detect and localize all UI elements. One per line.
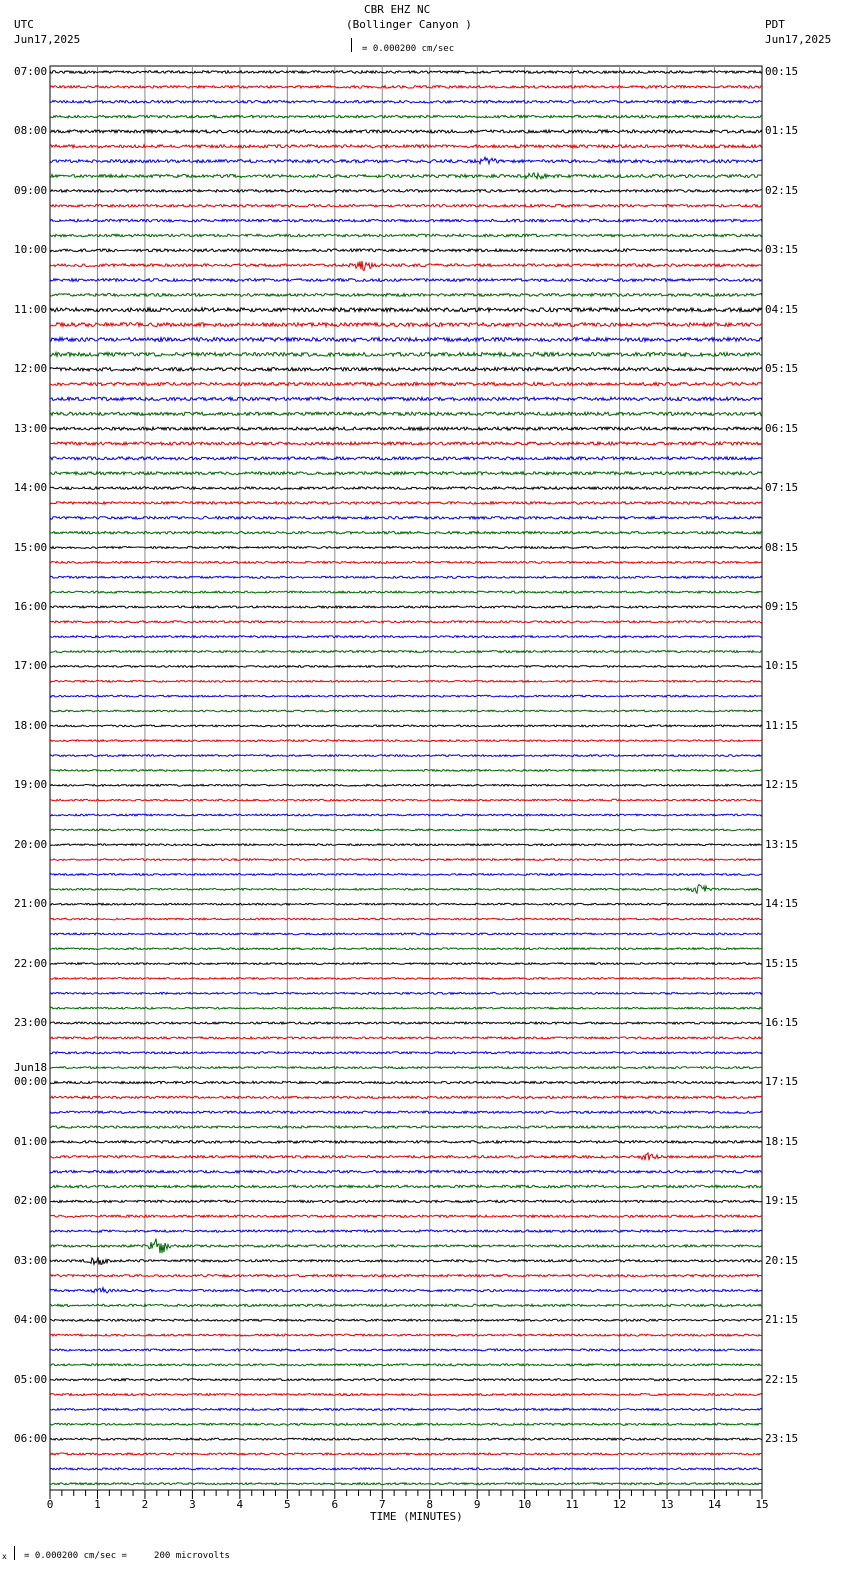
trace-83 bbox=[50, 1304, 762, 1306]
trace-61 bbox=[50, 978, 762, 980]
trace-29 bbox=[50, 502, 762, 505]
trace-55 bbox=[50, 885, 762, 894]
trace-57 bbox=[50, 918, 762, 920]
left-date: Jun17,2025 bbox=[14, 33, 81, 46]
x-tick-label: 0 bbox=[46, 1498, 54, 1511]
trace-7 bbox=[50, 173, 762, 179]
utc-hour-label: 02:00 bbox=[14, 1194, 48, 1208]
trace-39 bbox=[50, 651, 762, 653]
trace-12 bbox=[50, 249, 762, 252]
utc-hour-label: 16:00 bbox=[14, 599, 48, 613]
x-tick-label: 1 bbox=[94, 1498, 101, 1511]
x-tick-label: 11 bbox=[565, 1498, 579, 1511]
trace-43 bbox=[50, 710, 762, 712]
x-tick-label: 14 bbox=[707, 1498, 722, 1511]
trace-47 bbox=[50, 770, 762, 772]
pdt-hour-label: 19:15 bbox=[765, 1194, 799, 1208]
footer-scale-bar-icon bbox=[14, 1546, 15, 1560]
trace-50 bbox=[50, 814, 762, 816]
trace-33 bbox=[50, 561, 762, 563]
trace-27 bbox=[50, 472, 762, 475]
x-axis-label: TIME (MINUTES) bbox=[370, 1510, 463, 1523]
pdt-hour-label: 22:15 bbox=[765, 1372, 799, 1386]
pdt-hour-label: 20:15 bbox=[765, 1253, 799, 1267]
pdt-hour-label: 02:15 bbox=[765, 183, 799, 197]
utc-hour-label: 13:00 bbox=[14, 421, 48, 435]
trace-3 bbox=[50, 115, 762, 118]
pdt-hour-label: 00:15 bbox=[765, 65, 799, 78]
trace-5 bbox=[50, 145, 762, 148]
utc-hour-label: 19:00 bbox=[14, 778, 48, 792]
trace-69 bbox=[50, 1096, 762, 1098]
trace-77 bbox=[50, 1215, 762, 1217]
utc-hour-label: 04:00 bbox=[14, 1313, 48, 1327]
trace-30 bbox=[50, 517, 762, 520]
trace-89 bbox=[50, 1394, 762, 1396]
pdt-hour-label: 23:15 bbox=[765, 1432, 799, 1446]
trace-59 bbox=[50, 948, 762, 950]
pdt-hour-label: 13:15 bbox=[765, 837, 799, 851]
trace-73 bbox=[50, 1153, 762, 1160]
trace-80 bbox=[50, 1257, 762, 1264]
trace-82 bbox=[50, 1288, 762, 1293]
utc-hour-label: 07:00 bbox=[14, 65, 48, 78]
trace-37 bbox=[50, 621, 762, 623]
footer-scale-label: = 0.000200 cm/sec = 200 microvolts bbox=[24, 1551, 230, 1561]
trace-1 bbox=[50, 86, 762, 89]
trace-78 bbox=[50, 1230, 762, 1232]
utc-hour-label: 05:00 bbox=[14, 1372, 48, 1386]
trace-60 bbox=[50, 963, 762, 965]
right-date: Jun17,2025 bbox=[765, 33, 832, 46]
trace-6 bbox=[50, 157, 762, 164]
trace-16 bbox=[50, 308, 762, 312]
trace-23 bbox=[50, 412, 762, 415]
trace-67 bbox=[50, 1067, 762, 1069]
trace-21 bbox=[50, 382, 762, 385]
trace-93 bbox=[50, 1453, 762, 1455]
utc-hour-label: 01:00 bbox=[14, 1134, 48, 1148]
trace-11 bbox=[50, 234, 762, 237]
trace-28 bbox=[50, 487, 762, 490]
pdt-hour-label: 05:15 bbox=[765, 362, 799, 376]
pdt-hour-label: 11:15 bbox=[765, 718, 799, 732]
pdt-hour-label: 06:15 bbox=[765, 421, 799, 435]
station-name: (Bollinger Canyon ) bbox=[346, 18, 472, 31]
trace-94 bbox=[50, 1468, 762, 1470]
x-tick-label: 6 bbox=[331, 1498, 339, 1511]
pdt-hour-label: 12:15 bbox=[765, 778, 799, 792]
trace-36 bbox=[50, 606, 762, 608]
trace-24 bbox=[50, 427, 762, 430]
utc-hour-label: 03:00 bbox=[14, 1253, 48, 1267]
trace-48 bbox=[50, 784, 762, 786]
trace-25 bbox=[50, 442, 762, 445]
pdt-hour-label: 09:15 bbox=[765, 599, 799, 613]
trace-54 bbox=[50, 874, 762, 876]
x-tick-label: 3 bbox=[189, 1498, 196, 1511]
trace-2 bbox=[50, 100, 762, 103]
trace-26 bbox=[50, 457, 762, 460]
trace-88 bbox=[50, 1379, 762, 1381]
pdt-hour-label: 21:15 bbox=[765, 1313, 799, 1327]
utc-hour-label: 08:00 bbox=[14, 124, 48, 138]
trace-66 bbox=[50, 1052, 762, 1054]
trace-70 bbox=[50, 1111, 762, 1113]
trace-15 bbox=[50, 294, 762, 297]
trace-41 bbox=[50, 680, 762, 682]
trace-40 bbox=[50, 666, 762, 668]
trace-35 bbox=[50, 591, 762, 593]
trace-81 bbox=[50, 1275, 762, 1277]
trace-86 bbox=[50, 1349, 762, 1351]
trace-76 bbox=[50, 1200, 762, 1202]
trace-64 bbox=[50, 1022, 762, 1024]
x-tick-label: 2 bbox=[141, 1498, 149, 1511]
trace-45 bbox=[50, 740, 762, 742]
trace-44 bbox=[50, 725, 762, 727]
trace-42 bbox=[50, 695, 762, 697]
pdt-hour-label: 18:15 bbox=[765, 1134, 799, 1148]
utc-hour-label: 18:00 bbox=[14, 718, 48, 732]
trace-58 bbox=[50, 933, 762, 935]
x-tick-label: 4 bbox=[236, 1498, 244, 1511]
utc-hour-label: 23:00 bbox=[14, 1016, 48, 1030]
utc-hour-label: 14:00 bbox=[14, 481, 48, 495]
scale-label: = 0.000200 cm/sec bbox=[362, 44, 455, 54]
trace-31 bbox=[50, 531, 762, 534]
utc-hour-label: 10:00 bbox=[14, 243, 48, 257]
trace-91 bbox=[50, 1423, 762, 1425]
x-tick-label: 10 bbox=[518, 1498, 532, 1511]
trace-74 bbox=[50, 1170, 762, 1173]
trace-95 bbox=[50, 1483, 762, 1485]
pdt-hour-label: 08:15 bbox=[765, 540, 799, 554]
pdt-hour-label: 15:15 bbox=[765, 956, 799, 970]
trace-51 bbox=[50, 829, 762, 831]
x-tick-label: 7 bbox=[378, 1498, 386, 1511]
trace-71 bbox=[50, 1126, 762, 1128]
trace-13 bbox=[50, 261, 762, 271]
x-tick-label: 15 bbox=[755, 1498, 769, 1511]
utc-hour-label: 20:00 bbox=[14, 837, 48, 851]
utc-hour-label: 21:00 bbox=[14, 897, 48, 911]
pdt-hour-label: 14:15 bbox=[765, 897, 799, 911]
trace-56 bbox=[50, 903, 762, 905]
trace-22 bbox=[50, 397, 762, 400]
utc-hour-label: 06:00 bbox=[14, 1432, 48, 1446]
right-timezone: PDT bbox=[765, 18, 785, 31]
trace-38 bbox=[50, 636, 762, 638]
trace-68 bbox=[50, 1081, 762, 1083]
trace-17 bbox=[50, 323, 762, 327]
trace-87 bbox=[50, 1364, 762, 1366]
utc-hour-label: 17:00 bbox=[14, 659, 48, 673]
pdt-hour-label: 01:15 bbox=[765, 124, 799, 138]
trace-8 bbox=[50, 190, 762, 193]
trace-0 bbox=[50, 71, 762, 74]
trace-49 bbox=[50, 799, 762, 801]
utc-hour-label: 15:00 bbox=[14, 540, 48, 554]
trace-32 bbox=[50, 547, 762, 549]
trace-4 bbox=[50, 130, 762, 133]
x-tick-label: 13 bbox=[660, 1498, 674, 1511]
utc-hour-label: 09:00 bbox=[14, 183, 48, 197]
x-tick-label: 5 bbox=[284, 1498, 291, 1511]
trace-75 bbox=[50, 1185, 762, 1188]
x-tick-label: 8 bbox=[426, 1498, 434, 1511]
utc-hour-label: 00:00 bbox=[14, 1075, 48, 1089]
trace-19 bbox=[50, 352, 762, 356]
footer-marker: x bbox=[2, 1552, 7, 1561]
pdt-hour-label: 03:15 bbox=[765, 243, 799, 257]
trace-79 bbox=[50, 1239, 762, 1254]
trace-52 bbox=[50, 844, 762, 846]
station-title: CBR EHZ NC bbox=[364, 3, 431, 16]
trace-72 bbox=[50, 1141, 762, 1144]
trace-34 bbox=[50, 576, 762, 578]
trace-63 bbox=[50, 1007, 762, 1009]
trace-85 bbox=[50, 1334, 762, 1336]
pdt-hour-label: 07:15 bbox=[765, 481, 799, 495]
trace-53 bbox=[50, 859, 762, 861]
trace-92 bbox=[50, 1438, 762, 1440]
pdt-hour-label: 17:15 bbox=[765, 1075, 799, 1089]
pdt-hour-label: 16:15 bbox=[765, 1016, 799, 1030]
trace-9 bbox=[50, 204, 762, 207]
trace-20 bbox=[50, 368, 762, 371]
trace-90 bbox=[50, 1408, 762, 1410]
trace-65 bbox=[50, 1037, 762, 1039]
left-timezone: UTC bbox=[14, 18, 34, 31]
pdt-hour-label: 10:15 bbox=[765, 659, 799, 673]
trace-10 bbox=[50, 219, 762, 222]
date-change-label: Jun18 bbox=[14, 1061, 48, 1075]
utc-hour-label: 12:00 bbox=[14, 362, 48, 376]
utc-hour-label: 11:00 bbox=[14, 302, 48, 316]
trace-18 bbox=[50, 338, 762, 342]
pdt-hour-label: 04:15 bbox=[765, 302, 799, 316]
x-tick-label: 9 bbox=[473, 1498, 481, 1511]
trace-46 bbox=[50, 755, 762, 757]
trace-14 bbox=[50, 279, 762, 282]
utc-hour-label: 22:00 bbox=[14, 956, 48, 970]
trace-62 bbox=[50, 992, 762, 994]
trace-84 bbox=[50, 1319, 762, 1321]
x-tick-label: 12 bbox=[612, 1498, 627, 1511]
